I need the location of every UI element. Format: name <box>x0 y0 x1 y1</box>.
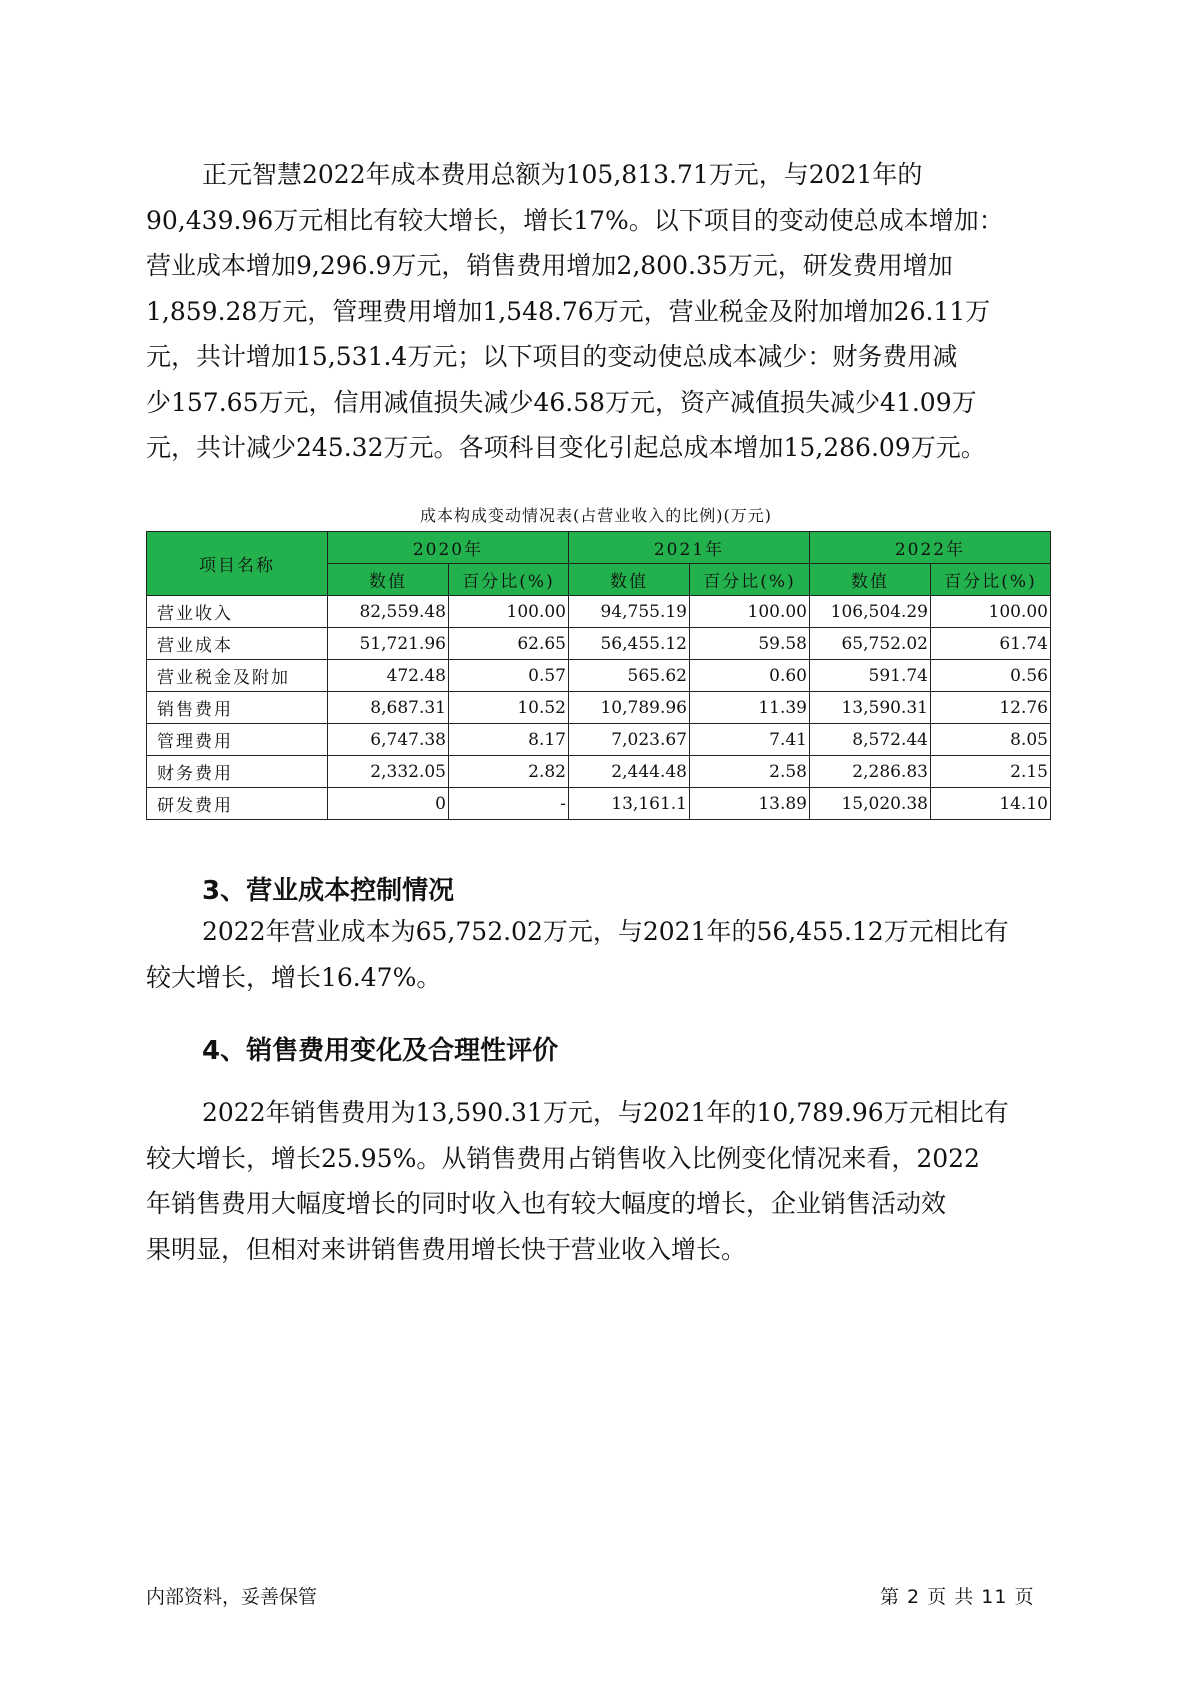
percent-cell: 7.41 <box>690 724 810 756</box>
percent-cell: 10.52 <box>449 692 569 724</box>
table-caption: 成本构成变动情况表(占营业收入的比例)(万元) <box>420 506 772 525</box>
percent-cell: 13.89 <box>690 788 810 820</box>
header-percent: 百分比(%) <box>449 564 569 596</box>
percent-cell: 100.00 <box>690 596 810 628</box>
value-cell: 10,789.96 <box>569 692 690 724</box>
table-row <box>147 628 1051 660</box>
paragraph-line: 少157.65万元，信用减值损失减少46.58万元，资产减值损失减少41.09万 <box>146 387 977 417</box>
percent-cell: 61.74 <box>931 628 1051 660</box>
value-cell: 2,286.83 <box>810 756 931 788</box>
value-cell: 2,332.05 <box>328 756 449 788</box>
value-cell: 15,020.38 <box>810 788 931 820</box>
percent-cell: 12.76 <box>931 692 1051 724</box>
value-cell: 7,023.67 <box>569 724 690 756</box>
intro-paragraph <box>146 152 1046 471</box>
header-percent: 百分比(%) <box>690 564 810 596</box>
percent-cell: 8.17 <box>449 724 569 756</box>
paragraph-line: 果明显，但相对来讲销售费用增长快于营业收入增长。 <box>146 1234 747 1264</box>
value-cell: 82,559.48 <box>328 596 449 628</box>
header-value: 数值 <box>328 564 449 596</box>
percent-cell: 59.58 <box>690 628 810 660</box>
header-value: 数值 <box>810 564 931 596</box>
paragraph-line: 较大增长，增长25.95%。从销售费用占销售收入比例变化情况来看，2022 <box>146 1143 980 1173</box>
header-year-2020: 2020年 <box>328 532 569 564</box>
footer-page-number: 第 2 页 共 11 页 <box>880 1586 1035 1608</box>
table-row <box>147 660 1051 692</box>
percent-cell: 2.58 <box>690 756 810 788</box>
header-year-2021: 2021年 <box>569 532 810 564</box>
value-cell: 106,504.29 <box>810 596 931 628</box>
value-cell: 13,161.1 <box>569 788 690 820</box>
cost-structure-table <box>146 531 1051 820</box>
paragraph-line: 90,439.96万元相比有较大增长，增长17%。以下项目的变动使总成本增加： <box>146 205 1004 235</box>
header-value: 数值 <box>569 564 690 596</box>
paragraph-line: 1,859.28万元，管理费用增加1,548.76万元，营业税金及附加增加26.11万 <box>146 296 991 326</box>
paragraph-line: 2022年销售费用为13,590.31万元，与2021年的10,789.96万元相比有 <box>202 1098 1009 1127</box>
paragraph-line: 2022年营业成本为65,752.02万元，与2021年的56,455.12万元相比有 <box>202 917 1009 946</box>
value-cell: 472.48 <box>328 660 449 692</box>
row-label: 销售费用 <box>147 692 328 724</box>
footer-confidential: 内部资料，妥善保管 <box>146 1586 318 1608</box>
table-row <box>147 724 1051 756</box>
paragraph-line: 年销售费用大幅度增长的同时收入也有较大幅度的增长，企业销售活动效 <box>146 1189 947 1218</box>
table-row <box>147 596 1051 628</box>
value-cell: 591.74 <box>810 660 931 692</box>
value-cell: 65,752.02 <box>810 628 931 660</box>
table-row <box>147 692 1051 724</box>
table-row <box>147 756 1051 788</box>
value-cell: 8,572.44 <box>810 724 931 756</box>
section-4-paragraph <box>146 1090 1046 1272</box>
header-percent: 百分比(%) <box>931 564 1051 596</box>
section-3-heading: 3、营业成本控制情况 <box>202 876 455 906</box>
value-cell: 13,590.31 <box>810 692 931 724</box>
section-4-heading: 4、销售费用变化及合理性评价 <box>202 1036 559 1066</box>
value-cell: 0 <box>328 788 449 820</box>
paragraph-line: 元，共计减少245.32万元。各项科目变化引起总成本增加15,286.09万元。 <box>146 433 986 462</box>
value-cell: 6,747.38 <box>328 724 449 756</box>
percent-cell: 2.15 <box>931 756 1051 788</box>
row-label: 营业税金及附加 <box>147 660 328 692</box>
row-label: 财务费用 <box>147 756 328 788</box>
table-row <box>147 788 1051 820</box>
percent-cell: 2.82 <box>449 756 569 788</box>
value-cell: 56,455.12 <box>569 628 690 660</box>
percent-cell: 11.39 <box>690 692 810 724</box>
percent-cell: 8.05 <box>931 724 1051 756</box>
row-label: 管理费用 <box>147 724 328 756</box>
percent-cell: 62.65 <box>449 628 569 660</box>
section-3-paragraph <box>146 909 1046 1000</box>
percent-cell: 14.10 <box>931 788 1051 820</box>
value-cell: 94,755.19 <box>569 596 690 628</box>
value-cell: 51,721.96 <box>328 628 449 660</box>
value-cell: 2,444.48 <box>569 756 690 788</box>
percent-cell: 0.60 <box>690 660 810 692</box>
header-item-name: 项目名称 <box>147 532 328 596</box>
paragraph-line: 较大增长，增长16.47%。 <box>146 962 442 992</box>
row-label: 营业收入 <box>147 596 328 628</box>
table-body <box>147 596 1051 820</box>
percent-cell: 100.00 <box>449 596 569 628</box>
header-year-2022: 2022年 <box>810 532 1051 564</box>
row-label: 研发费用 <box>147 788 328 820</box>
paragraph-line: 正元智慧2022年成本费用总额为105,813.71万元，与2021年的 <box>202 160 923 189</box>
row-label: 营业成本 <box>147 628 328 660</box>
value-cell: 565.62 <box>569 660 690 692</box>
percent-cell: 0.57 <box>449 660 569 692</box>
percent-cell: 0.56 <box>931 660 1051 692</box>
percent-cell: 100.00 <box>931 596 1051 628</box>
percent-cell: - <box>449 788 569 820</box>
paragraph-line: 营业成本增加9,296.9万元，销售费用增加2,800.35万元，研发费用增加 <box>146 251 953 280</box>
paragraph-line: 元，共计增加15,531.4万元；以下项目的变动使总成本减少：财务费用减 <box>146 342 958 371</box>
value-cell: 8,687.31 <box>328 692 449 724</box>
